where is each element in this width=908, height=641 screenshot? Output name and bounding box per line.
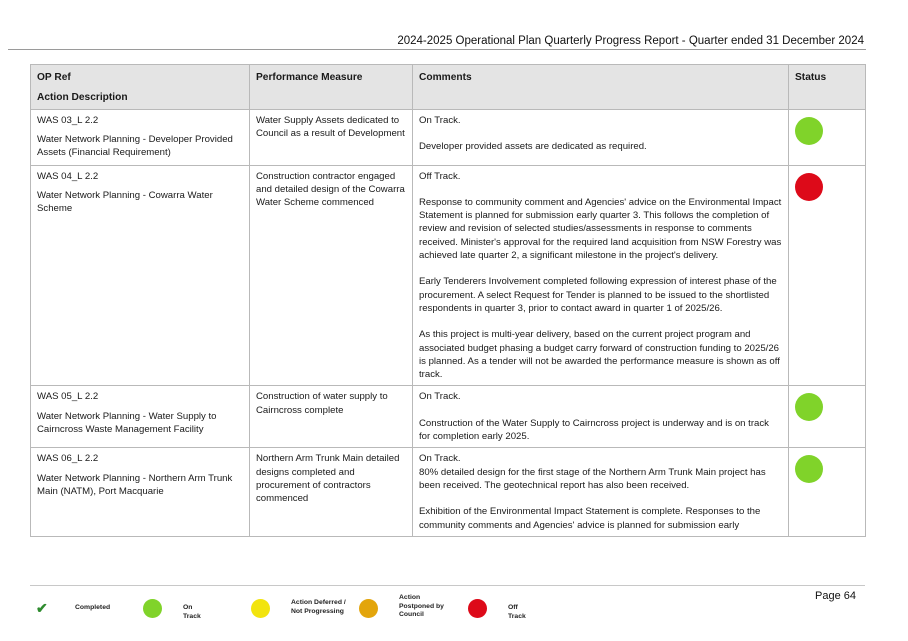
amber-dot-icon xyxy=(359,599,378,618)
legend-label-on-track: On Track xyxy=(183,604,201,620)
comment-paragraph: Off Track. xyxy=(419,170,461,182)
table-row xyxy=(31,109,866,165)
comment-paragraph: Response to community comment and Agencies' advice on the Environmental Impact Statement is planned for submission early quarter 3. This follows the completion of review and revision of selected studies/assessments in response to comments received. Minister's approval for the required land acquisition from NSW Forestry was achieved late quarter 2, a significant milestone in the project's delivery. xyxy=(419,196,782,262)
op-ref: WAS 06_L 2.2 xyxy=(37,453,99,465)
ref-cell xyxy=(31,165,250,386)
comment-paragraph: Developer provided assets are dedicated as required. xyxy=(419,140,647,152)
on-track-status-icon xyxy=(795,117,823,145)
table-header-row xyxy=(31,65,866,110)
ref-cell xyxy=(31,448,250,536)
comment-paragraph: Construction of the Water Supply to Cairncross project is underway and is on track for completion early 2025. xyxy=(419,417,769,443)
column-header-comments: Comments xyxy=(413,65,789,110)
ref-cell xyxy=(31,109,250,165)
action-description: Water Network Planning - Cowarra Water Scheme xyxy=(37,189,213,215)
column-header-status: Status xyxy=(789,65,866,110)
header-divider xyxy=(8,49,866,50)
action-description: Water Network Planning - Developer Provided Assets (Financial Requirement) xyxy=(37,133,233,159)
action-description: Water Network Planning - Water Supply to Cairncross Waste Management Facility xyxy=(37,410,217,436)
comments-cell xyxy=(413,109,789,165)
column-header-action-label: Action Description xyxy=(37,92,128,104)
action-description: Water Network Planning - Northern Arm Trunk Main (NATM), Port Macquarie xyxy=(37,472,233,497)
comment-paragraph: Early Tenderers Involvement completed following expression of interest phase of the procurement. A select Request for Tender is planned to be issued to the shortlisted respondents in quarter 3, prior to contact award in quarter 1 of 2025/26. xyxy=(419,276,777,314)
status-cell xyxy=(789,386,866,448)
progress-table xyxy=(30,64,866,537)
column-header-measure: Performance Measure xyxy=(250,65,413,110)
performance-measure: Northern Arm Trunk Main detailed designs completed and procurement of contractors commenced xyxy=(250,448,413,536)
comment-paragraph: On Track. xyxy=(419,114,461,126)
comments-cell xyxy=(413,448,789,536)
op-ref: WAS 05_L 2.2 xyxy=(37,391,99,403)
legend-label-deferred: Action Deferred / Not Progressing xyxy=(291,599,346,615)
comment-paragraph: As this project is multi-year delivery, based on the current project program and associated budget phasing a budget carry forward of construction funding to 2025/26 is planned. As a tender will not be awarded the performance measure is shown as off track. xyxy=(419,329,780,381)
on-track-status-icon xyxy=(795,455,823,483)
status-cell xyxy=(789,109,866,165)
page-number: Page 64 xyxy=(815,590,856,602)
legend-label-postponed: Action Postponed by Council xyxy=(399,594,444,618)
performance-measure: Construction of water supply to Cairncross complete xyxy=(250,386,413,448)
table-row xyxy=(31,448,866,536)
column-header-ref xyxy=(31,65,250,110)
on-track-status-icon xyxy=(795,393,823,421)
footer-divider xyxy=(30,585,865,586)
status-cell xyxy=(789,165,866,386)
red-dot-icon xyxy=(468,599,487,618)
green-dot-icon xyxy=(143,599,162,618)
legend-label-off-track: Off Track xyxy=(508,604,526,620)
op-ref: WAS 04_L 2.2 xyxy=(37,170,99,182)
status-cell xyxy=(789,448,866,536)
ref-cell xyxy=(31,386,250,448)
comment-paragraph: Exhibition of the Environmental Impact Statement is complete. Responses to the community comments and Agencies' advice is planned for submission early xyxy=(419,506,761,531)
comments-cell xyxy=(413,165,789,386)
legend-label-completed: Completed xyxy=(75,604,111,611)
table-row xyxy=(31,165,866,386)
op-ref: WAS 03_L 2.2 xyxy=(37,114,99,126)
column-header-ref-label: OP Ref xyxy=(37,72,71,83)
off-track-status-icon xyxy=(795,173,823,201)
yellow-dot-icon xyxy=(251,599,270,618)
comment-paragraph: On Track. 80% detailed design for the first stage of the Northern Arm Trunk Main project has been received. The geotechnical report has also been received. xyxy=(419,453,766,491)
table-row xyxy=(31,386,866,448)
report-title: 2024-2025 Operational Plan Quarterly Progress Report - Quarter ended 31 December 2024 xyxy=(397,35,864,47)
comment-paragraph: On Track. xyxy=(419,391,461,403)
check-icon: ✔ xyxy=(36,600,48,616)
performance-measure: Construction contractor engaged and detailed design of the Cowarra Water Scheme commenced xyxy=(250,165,413,386)
comments-cell xyxy=(413,386,789,448)
performance-measure: Water Supply Assets dedicated to Council as a result of Development xyxy=(250,109,413,165)
